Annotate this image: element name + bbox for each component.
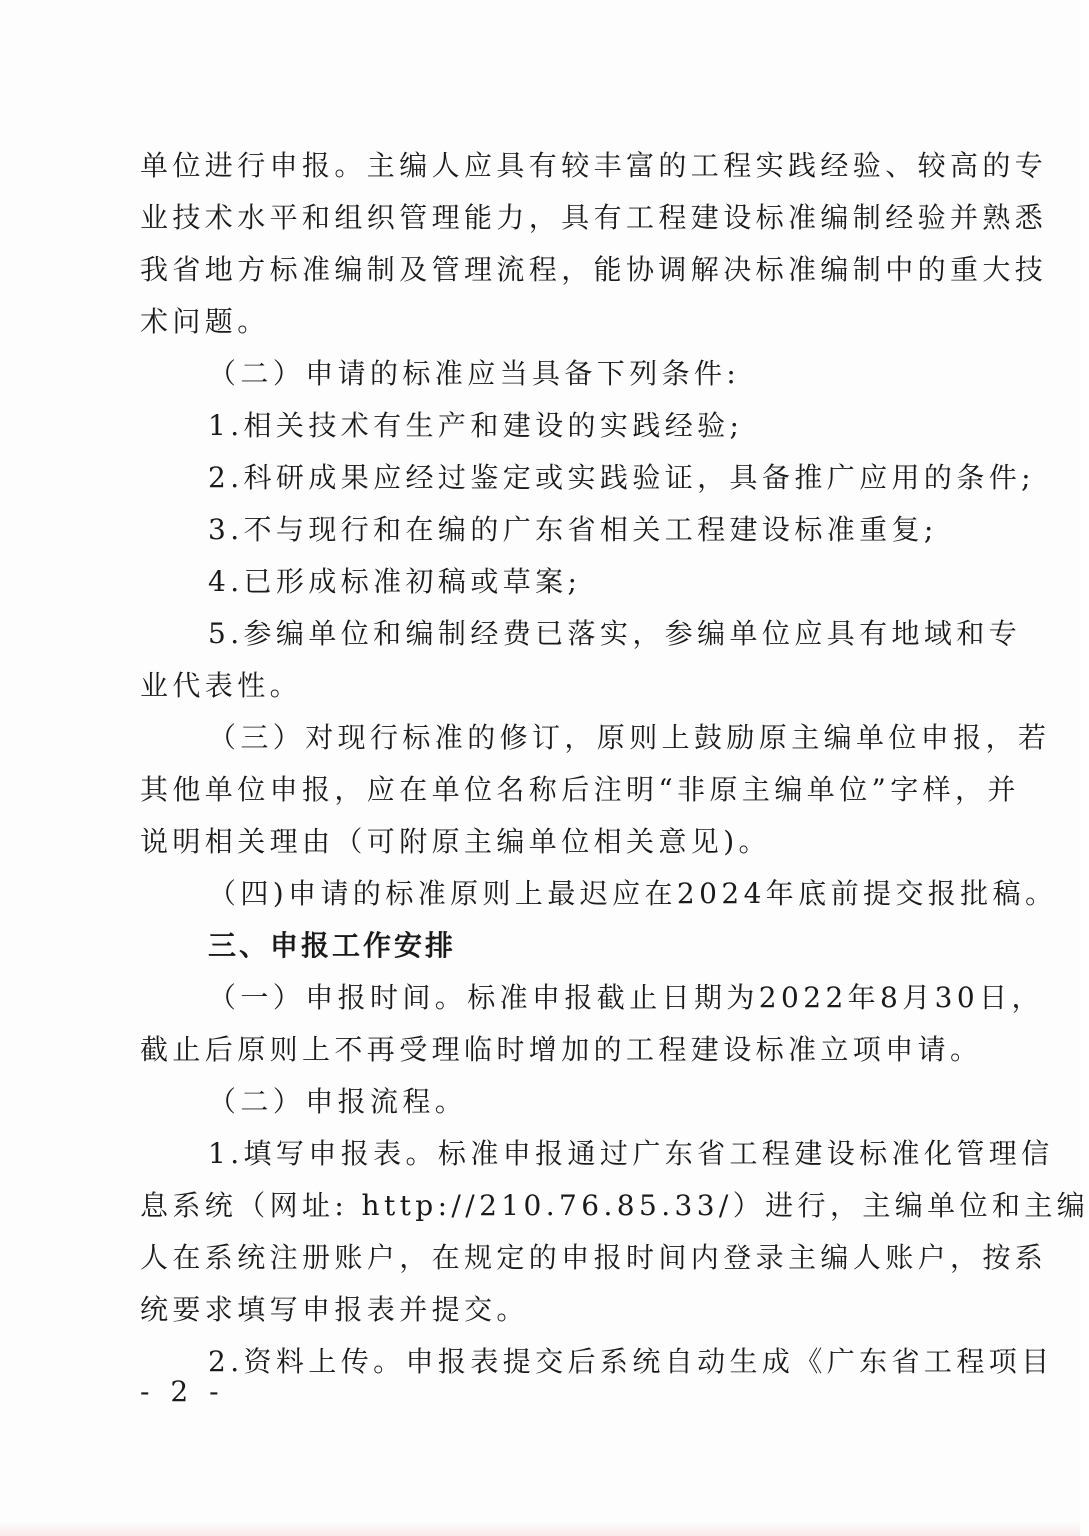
document-body (140, 140, 1089, 1388)
section-heading: 三、申报工作安排 (208, 929, 457, 962)
list-item: 1.相关技术有生产和建设的实践经验; (208, 409, 744, 442)
paragraph-line: 人在系统注册账户，在规定的申报时间内登录主编人账户，按系 (140, 1241, 1048, 1274)
paragraph-line: 其他单位申报，应在单位名称后注明“非原主编单位”字样，并 (140, 773, 1020, 806)
scan-edge-tint (0, 1522, 1080, 1536)
paragraph-line: 息系统（网址: http://210.76.85.33/）进行，主编单位和主编 (140, 1189, 1089, 1222)
list-item: 2.科研成果应经过鉴定或实践验证，具备推广应用的条件; (208, 461, 1035, 494)
paragraph-line: （二）申报流程。 (208, 1085, 468, 1118)
paragraph-line: 截止后原则上不再受理临时增加的工程建设标准立项申请。 (140, 1033, 983, 1066)
list-item: 1.填写申报表。标准申报通过广东省工程建设标准化管理信 (208, 1137, 1054, 1170)
paragraph-line: （一）申报时间。标准申报截止日期为2022年8月30日， (208, 981, 1044, 1014)
paragraph-line: 业代表性。 (140, 669, 303, 702)
paragraph-line: 业技术水平和组织管理能力，具有工程建设标准编制经验并熟悉 (140, 201, 1048, 234)
paragraph-line: （四)申请的标准原则上最迟应在2024年底前提交报批稿。 (208, 877, 1058, 910)
paragraph-line: （三）对现行标准的修订，原则上鼓励原主编单位申报，若 (208, 721, 1051, 754)
paragraph-line: 单位进行申报。主编人应具有较丰富的工程实践经验、较高的专 (140, 149, 1048, 182)
list-item: 5.参编单位和编制经费已落实，参编单位应具有地域和专 (208, 617, 1022, 650)
paragraph-line: 术问题。 (140, 305, 270, 338)
paragraph-line: 我省地方标准编制及管理流程，能协调解决标准编制中的重大技 (140, 253, 1048, 286)
paragraph-line: 统要求填写申报表并提交。 (140, 1293, 529, 1326)
list-item: 3.不与现行和在编的广东省相关工程建设标准重复; (208, 513, 938, 546)
list-item: 4.已形成标准初稿或草案; (208, 565, 582, 598)
paragraph-line: 说明相关理由（可附原主编单位相关意见)。 (140, 825, 771, 858)
page-number: - 2 - (140, 1375, 225, 1408)
list-item: 2.资料上传。申报表提交后系统自动生成《广东省工程项目 (208, 1345, 1054, 1378)
paragraph-line: （二）申请的标准应当具备下列条件: (208, 357, 741, 390)
